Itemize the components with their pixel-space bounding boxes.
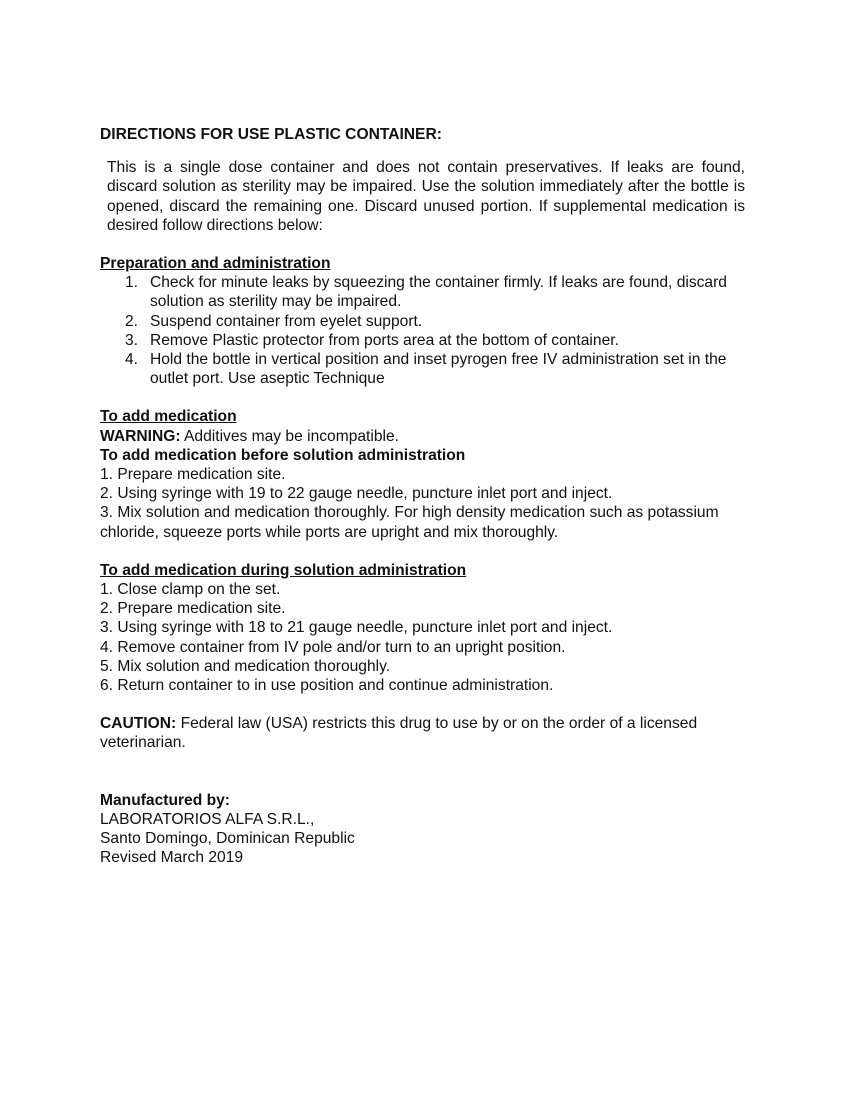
manufacturer-label: Manufactured by: <box>100 791 230 809</box>
list-item: 2. Using syringe with 19 to 22 gauge needle, puncture inlet port and inject. <box>100 485 613 503</box>
preparation-heading: Preparation and administration <box>100 255 331 273</box>
list-number: 4. <box>125 351 139 369</box>
list-number: 2. <box>125 312 139 330</box>
preparation-section <box>100 254 745 388</box>
document-title: DIRECTIONS FOR USE PLASTIC CONTAINER: <box>100 126 442 143</box>
spacer <box>100 542 745 561</box>
revision-date: Revised March 2019 <box>100 849 244 867</box>
list-item: 3. Using syringe with 18 to 21 gauge needle, puncture inlet port and inject. <box>100 619 613 637</box>
during-administration-heading: To add medication during solution administration <box>100 561 467 579</box>
list-number: 1. <box>125 274 139 292</box>
list-item: 6. Return container to in use position and continue administration. <box>100 677 554 695</box>
add-medication-heading: To add medication <box>100 408 237 426</box>
manufacturer-name: LABORATORIOS ALFA S.R.L., <box>100 810 315 828</box>
preparation-list <box>100 273 745 388</box>
list-number: 3. <box>125 331 139 349</box>
spacer <box>100 388 745 407</box>
list-item <box>100 273 745 311</box>
list-text: Hold the bottle in vertical position and inset pyrogen free IV administration set in the outlet port. Use aseptic Technique <box>150 351 727 388</box>
list-text: Remove Plastic protector from ports area at the bottom of container. <box>150 331 619 349</box>
list-item: 1. Prepare medication site. <box>100 466 286 484</box>
caution-paragraph <box>100 714 745 752</box>
list-item <box>100 331 745 350</box>
list-item <box>100 312 745 331</box>
list-item: 5. Mix solution and medication thoroughly. <box>100 657 391 675</box>
warning-label: WARNING: <box>100 427 181 445</box>
list-item: 1. Close clamp on the set. <box>100 581 281 599</box>
manufacturer-section <box>100 791 745 868</box>
list-text: Suspend container from eyelet support. <box>150 312 423 330</box>
list-item: 4. Remove container from IV pole and/or turn to an upright position. <box>100 638 566 656</box>
before-administration-heading: To add medication before solution administration <box>100 446 466 464</box>
during-administration-section <box>100 561 745 695</box>
document-page <box>100 125 745 868</box>
list-item <box>100 350 745 388</box>
warning-text: Additives may be incompatible. <box>180 427 399 445</box>
spacer <box>100 753 745 791</box>
manufacturer-location: Santo Domingo, Dominican Republic <box>100 830 355 848</box>
add-medication-section <box>100 407 745 541</box>
caution-text: Federal law (USA) restricts this drug to use by or on the order of a licensed veterinarian. <box>100 715 698 752</box>
warning-line <box>100 427 745 446</box>
intro-paragraph: This is a single dose container and does not contain preservatives. If leaks are found, discard solution as sterility may be impaired. Use the solution immediately after the bottle is opened, discard the remaining one. Discard unused portion. If supplemental medication is desired follow directions below: <box>107 159 745 234</box>
list-text: Check for minute leaks by squeezing the container firmly. If leaks are found, discard solution as sterility may be impaired. <box>150 274 727 311</box>
list-item: 3. Mix solution and medication thoroughly. For high density medication such as potassium chloride, squeeze ports while ports are upright and mix thoroughly. <box>100 504 719 541</box>
spacer <box>100 695 745 714</box>
list-item: 2. Prepare medication site. <box>100 600 286 618</box>
caution-label: CAUTION: <box>100 715 177 733</box>
